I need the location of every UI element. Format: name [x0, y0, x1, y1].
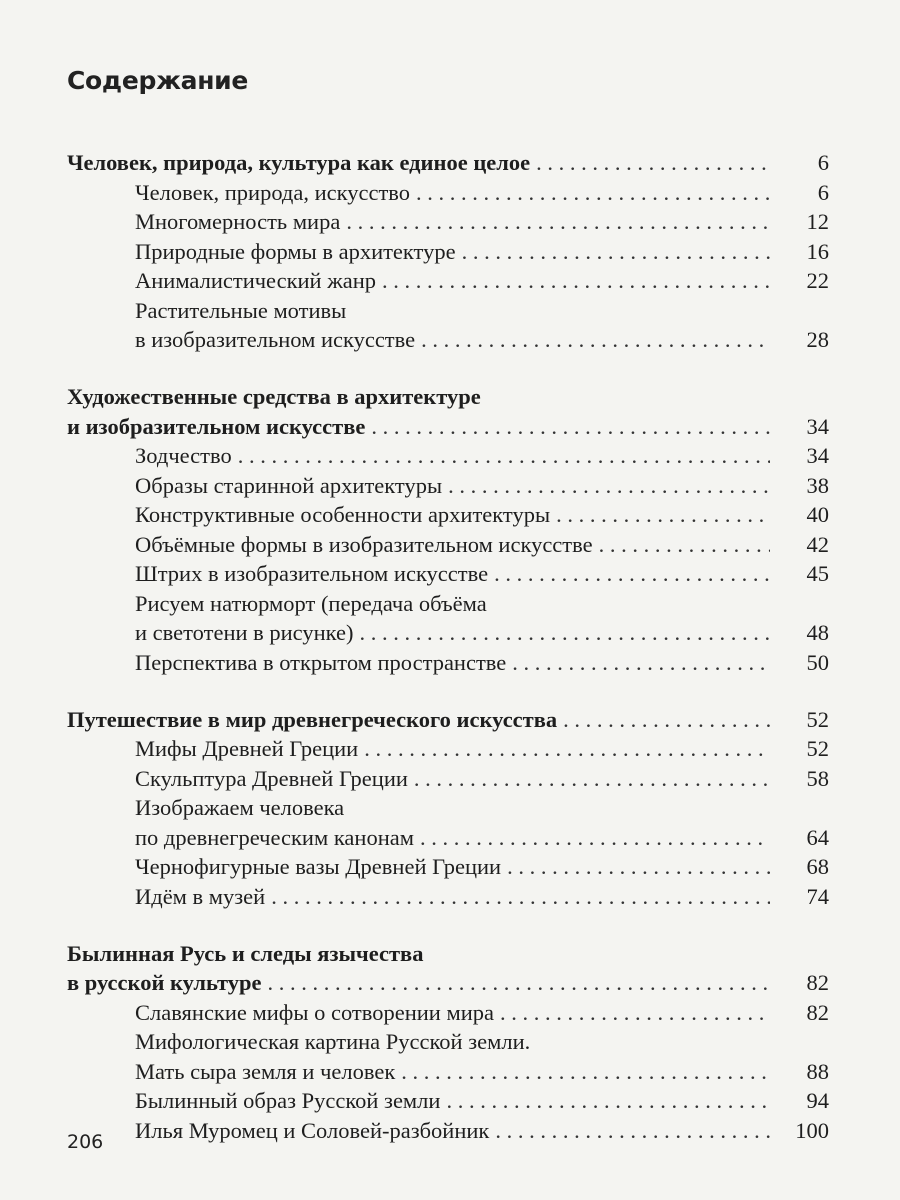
toc-page-number: 38 [806, 472, 829, 498]
toc-entry-title: Растительные мотивы [135, 297, 347, 323]
toc-entry-title: Перспектива в открытом пространстве [135, 649, 507, 675]
toc-chapter-entry [0, 939, 900, 969]
table-of-contents [0, 148, 900, 1173]
toc-entry-title: Мифологическая картина Русской земли. [135, 1029, 531, 1054]
dot-leader [512, 648, 770, 678]
toc-topic-entry [0, 998, 900, 1028]
toc-entry-title: Зодчество [135, 443, 232, 468]
toc-entry-title: Образы старинной архитектуры [135, 472, 443, 498]
dot-leader [448, 471, 770, 501]
toc-page-number: 45 [806, 561, 829, 586]
dot-leader [556, 500, 770, 530]
toc-topic-entry [0, 471, 900, 501]
toc-entry-title: и светотени в рисунке) [135, 620, 354, 645]
dot-leader [346, 207, 770, 237]
toc-chapter-entry [0, 382, 900, 412]
toc-chapter-entry [0, 148, 900, 178]
toc-section [0, 939, 900, 1146]
dot-leader [421, 325, 770, 355]
toc-page-number: 100 [795, 1117, 829, 1143]
toc-section [0, 705, 900, 912]
dot-leader [599, 530, 770, 560]
toc-entry-title: Человек, природа, искусство [135, 179, 411, 205]
dot-leader [416, 178, 770, 208]
toc-page-number: 42 [806, 531, 829, 557]
toc-topic-entry [0, 1086, 900, 1116]
toc-entry-title: Былинный образ Русской земли [135, 1088, 441, 1113]
toc-topic-entry [0, 500, 900, 530]
dot-leader [507, 852, 770, 882]
toc-page-number: 52 [806, 736, 829, 761]
toc-page-number: 12 [806, 209, 829, 234]
dot-leader [364, 734, 770, 764]
toc-topic-entry [0, 852, 900, 882]
dot-leader [268, 968, 770, 998]
toc-entry-title: Идём в музей [135, 883, 266, 909]
toc-topic-entry [0, 441, 900, 471]
dot-leader [271, 882, 770, 912]
toc-topic-entry [0, 237, 900, 267]
dot-leader [495, 1116, 770, 1146]
dot-leader [238, 441, 770, 471]
toc-page-number: 48 [806, 620, 829, 645]
toc-entry-title: Человек, природа, культура как единое целое [67, 150, 531, 175]
toc-entry-title: Былинная Русь и следы язычества [67, 940, 424, 966]
toc-entry-title: Мифы Древней Греции [135, 736, 359, 761]
toc-entry-title: по древнегреческим канонам [135, 824, 414, 850]
dot-leader [536, 148, 770, 178]
toc-page-number: 22 [806, 268, 829, 293]
toc-chapter-entry [0, 705, 900, 735]
toc-entry-title: в русской культуре [67, 970, 262, 995]
toc-topic-entry [0, 266, 900, 296]
toc-entry-title: Анималистический жанр [135, 268, 377, 293]
toc-entry-title: Илья Муромец и Соловей-разбойник [135, 1117, 490, 1143]
toc-page-number: 6 [817, 179, 829, 205]
toc-page-number: 34 [806, 413, 829, 439]
toc-topic-entry [0, 734, 900, 764]
toc-topic-entry [0, 325, 900, 355]
toc-topic-entry [0, 530, 900, 560]
toc-topic-entry [0, 296, 900, 326]
toc-page-number: 58 [806, 765, 829, 791]
toc-page-number: 34 [806, 443, 829, 468]
page-number: 206 [67, 1131, 104, 1153]
toc-topic-entry [0, 1027, 900, 1057]
toc-entry-title: Рисуем натюрморт (передача объёма [135, 590, 487, 616]
toc-topic-entry [0, 1057, 900, 1087]
toc-entry-title: Многомерность мира [135, 209, 341, 234]
toc-section [0, 148, 900, 355]
toc-entry-title: Объёмные формы в изобразительном искусстве [135, 531, 593, 557]
dot-leader [371, 412, 770, 442]
toc-page-number: 50 [806, 649, 829, 675]
dot-leader [360, 618, 770, 648]
toc-section [0, 382, 900, 677]
toc-topic-entry [0, 793, 900, 823]
toc-entry-title: Чернофигурные вазы Древней Греции [135, 854, 502, 879]
dot-leader [414, 764, 770, 794]
dot-leader [494, 559, 770, 589]
toc-entry-title: Природные формы в архитектуре [135, 238, 456, 264]
toc-page-number: 88 [806, 1058, 829, 1084]
toc-entry-title: в изобразительном искусстве [135, 327, 416, 352]
page-title: Содержание [67, 66, 249, 95]
toc-page-number: 94 [806, 1088, 829, 1113]
dot-leader [446, 1086, 770, 1116]
toc-topic-entry [0, 823, 900, 853]
toc-entry-title: Путешествие в мир древнегреческого искусства [67, 706, 558, 732]
toc-entry-title: Скульптура Древней Греции [135, 765, 408, 791]
dot-leader [500, 998, 770, 1028]
toc-page-number: 74 [806, 883, 829, 909]
toc-entry-title: Художественные средства в архитектуре [67, 384, 481, 409]
toc-entry-title: и изобразительном искусстве [67, 413, 366, 439]
dot-leader [401, 1057, 770, 1087]
toc-topic-entry [0, 1116, 900, 1146]
toc-page-number: 52 [806, 706, 829, 732]
toc-page-number: 28 [806, 327, 829, 352]
toc-entry-title: Славянские мифы о сотворении мира [135, 999, 494, 1025]
toc-topic-entry [0, 559, 900, 589]
toc-page-number: 64 [806, 824, 829, 850]
toc-chapter-entry [0, 412, 900, 442]
toc-topic-entry [0, 764, 900, 794]
toc-page-number: 16 [806, 238, 829, 264]
toc-page-number: 68 [806, 854, 829, 879]
toc-entry-title: Мать сыра земля и человек [135, 1058, 396, 1084]
toc-page-number: 6 [817, 150, 829, 175]
toc-page-number: 40 [806, 502, 829, 527]
dot-leader [420, 823, 770, 853]
toc-topic-entry [0, 207, 900, 237]
toc-topic-entry [0, 618, 900, 648]
toc-topic-entry [0, 178, 900, 208]
toc-entry-title: Изображаем человека [135, 795, 345, 820]
toc-chapter-entry [0, 968, 900, 998]
dot-leader [563, 705, 770, 735]
toc-page-number: 82 [806, 970, 829, 995]
toc-topic-entry [0, 648, 900, 678]
dot-leader [382, 266, 770, 296]
toc-entry-title: Конструктивные особенности архитектуры [135, 502, 551, 527]
dot-leader [462, 237, 770, 267]
toc-topic-entry [0, 882, 900, 912]
toc-topic-entry [0, 589, 900, 619]
toc-entry-title: Штрих в изобразительном искусстве [135, 561, 489, 586]
toc-page-number: 82 [806, 999, 829, 1025]
